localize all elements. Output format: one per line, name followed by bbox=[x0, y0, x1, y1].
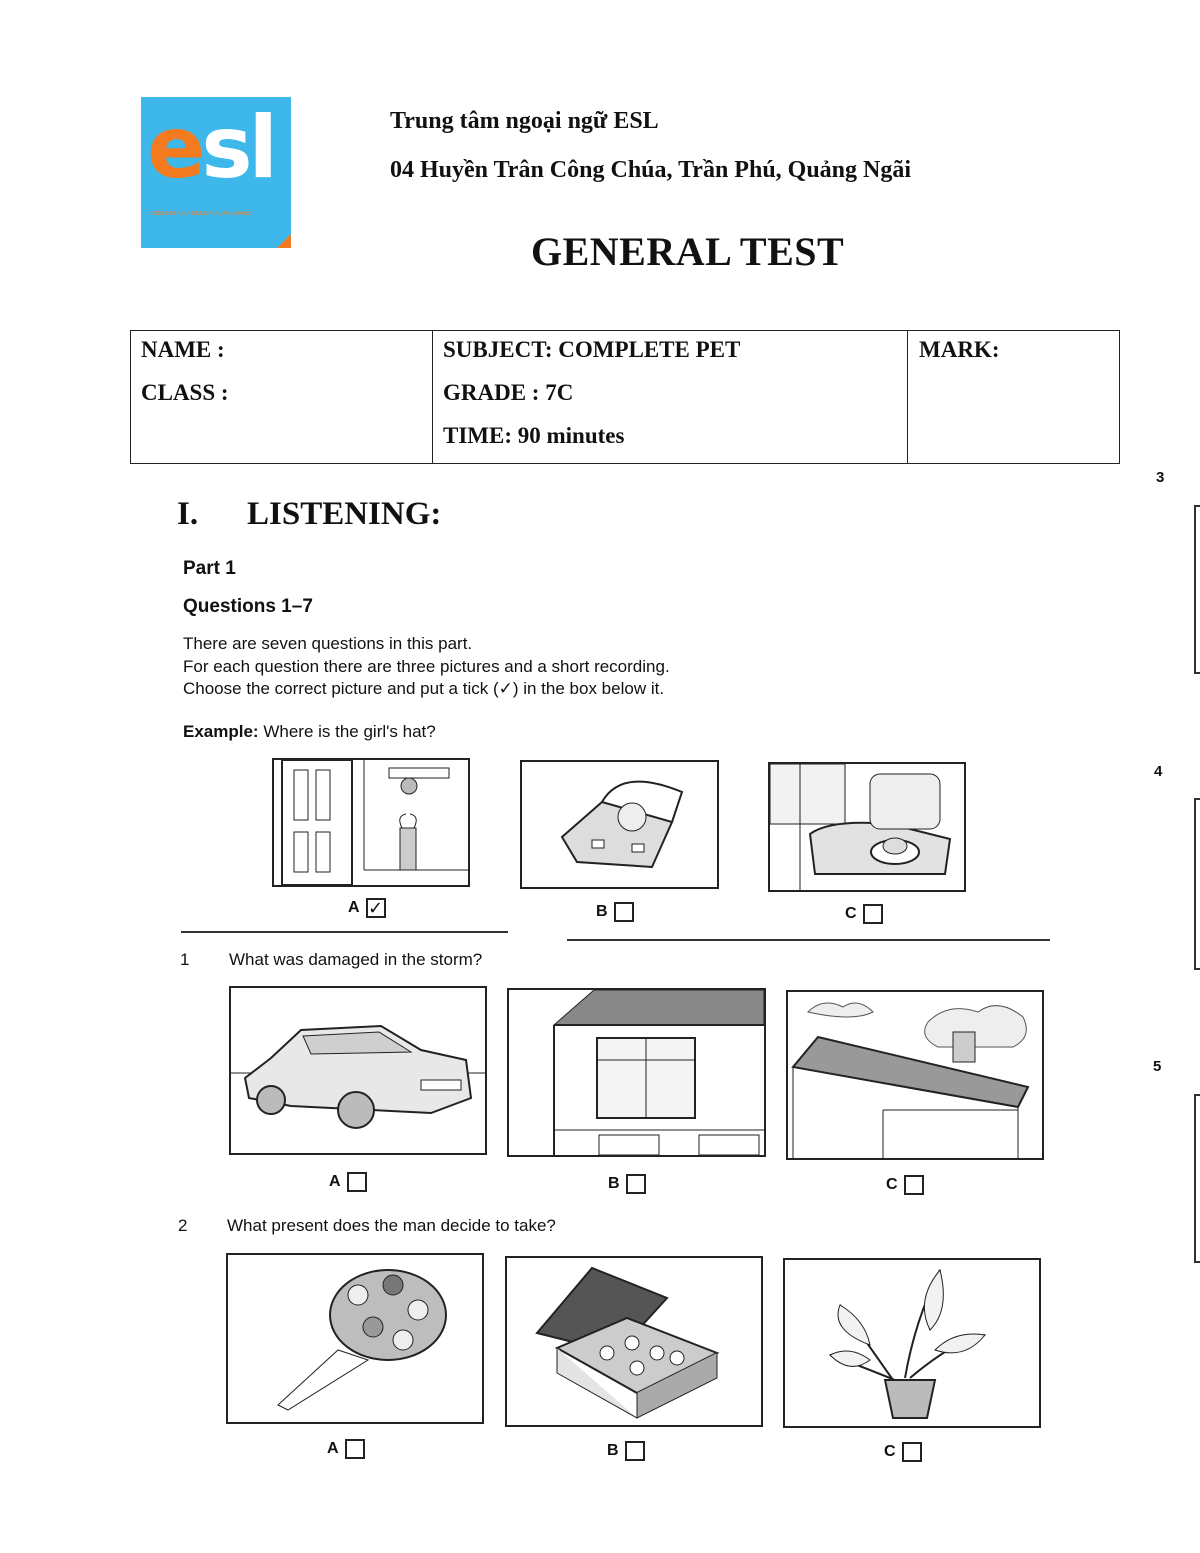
option-letter: A bbox=[327, 1440, 339, 1457]
option-letter: A bbox=[348, 899, 360, 916]
option-letter: A bbox=[329, 1173, 341, 1190]
example-picture-a bbox=[272, 758, 470, 887]
mark-label: MARK: bbox=[919, 337, 1000, 362]
checkbox[interactable] bbox=[625, 1441, 645, 1461]
margin-picture-frame bbox=[1194, 505, 1200, 674]
section-title: LISTENING: bbox=[247, 496, 442, 532]
name-label: NAME : bbox=[141, 337, 225, 362]
info-col-mark bbox=[909, 331, 1119, 463]
instruction-line: Choose the correct picture and put a tick (✓) in the box below it. bbox=[183, 679, 665, 698]
grade-label: GRADE : 7C bbox=[443, 380, 574, 405]
checkbox[interactable] bbox=[626, 1174, 646, 1194]
time-label: TIME: 90 minutes bbox=[443, 423, 625, 448]
checkbox[interactable] bbox=[614, 902, 634, 922]
example-label: Example: bbox=[183, 722, 259, 741]
divider bbox=[181, 931, 508, 933]
q1-picture-a bbox=[229, 986, 487, 1155]
question-text: What present does the man decide to take? bbox=[227, 1216, 556, 1235]
margin-picture-frame bbox=[1194, 798, 1200, 970]
checkbox[interactable] bbox=[347, 1172, 367, 1192]
center-name: Trung tâm ngoại ngữ ESL bbox=[390, 108, 659, 134]
checkbox[interactable] bbox=[904, 1175, 924, 1195]
q2-option-a[interactable] bbox=[327, 1439, 365, 1459]
example-picture-c bbox=[768, 762, 966, 892]
question-text: What was damaged in the storm? bbox=[229, 950, 483, 969]
q2-picture-c bbox=[783, 1258, 1041, 1428]
option-letter: B bbox=[608, 1175, 620, 1192]
info-col-student bbox=[131, 331, 433, 463]
q1-picture-c bbox=[786, 990, 1044, 1160]
section-number: I. bbox=[177, 496, 199, 532]
checkbox[interactable] bbox=[345, 1439, 365, 1459]
checkbox[interactable] bbox=[902, 1442, 922, 1462]
q1-option-c[interactable] bbox=[886, 1175, 924, 1195]
checkbox[interactable] bbox=[863, 904, 883, 924]
subject-label: SUBJECT: COMPLETE PET bbox=[443, 337, 741, 362]
q1-picture-b bbox=[507, 988, 766, 1157]
info-col-subject bbox=[433, 331, 908, 463]
info-table bbox=[130, 330, 1120, 464]
center-address: 04 Huyền Trân Công Chúa, Trần Phú, Quảng Ngãi bbox=[390, 157, 912, 183]
questions-range: Questions 1–7 bbox=[183, 596, 313, 617]
example-picture-b bbox=[520, 760, 719, 889]
q2-picture-a bbox=[226, 1253, 484, 1424]
q1-option-a[interactable] bbox=[329, 1172, 367, 1192]
option-letter: C bbox=[886, 1176, 898, 1193]
example-text: Where is the girl's hat? bbox=[263, 722, 436, 741]
test-title: GENERAL TEST bbox=[531, 229, 845, 274]
margin-question-number: 4 bbox=[1154, 763, 1163, 780]
option-letter: B bbox=[596, 903, 608, 920]
example-option-b[interactable] bbox=[596, 902, 634, 922]
q2-picture-b bbox=[505, 1256, 763, 1427]
example-option-c[interactable] bbox=[845, 904, 883, 924]
logo-text: esl bbox=[147, 98, 274, 198]
divider bbox=[567, 939, 1050, 941]
margin-question-number: 5 bbox=[1153, 1058, 1162, 1075]
part-heading: Part 1 bbox=[183, 558, 236, 579]
esl-logo bbox=[141, 97, 291, 248]
example-question bbox=[183, 722, 436, 742]
q2-option-c[interactable] bbox=[884, 1442, 922, 1462]
margin-question-number: 3 bbox=[1156, 469, 1165, 486]
question-number: 1 bbox=[180, 950, 190, 969]
margin-picture-frame bbox=[1194, 1094, 1200, 1263]
option-letter: B bbox=[607, 1442, 619, 1459]
option-letter: C bbox=[884, 1443, 896, 1460]
option-letter: C bbox=[845, 905, 857, 922]
checkbox-ticked[interactable]: ✓ bbox=[366, 898, 386, 918]
q2-option-b[interactable] bbox=[607, 1441, 645, 1461]
question-number: 2 bbox=[178, 1216, 188, 1235]
logo-tagline: ENGLISH AS A SECOND LANGUAGE bbox=[149, 211, 253, 217]
q1-option-b[interactable] bbox=[608, 1174, 646, 1194]
example-option-a[interactable] bbox=[348, 898, 386, 918]
class-label: CLASS : bbox=[141, 380, 229, 405]
instruction-line: For each question there are three pictures and a short recording. bbox=[183, 657, 670, 676]
instruction-line: There are seven questions in this part. bbox=[183, 634, 473, 653]
